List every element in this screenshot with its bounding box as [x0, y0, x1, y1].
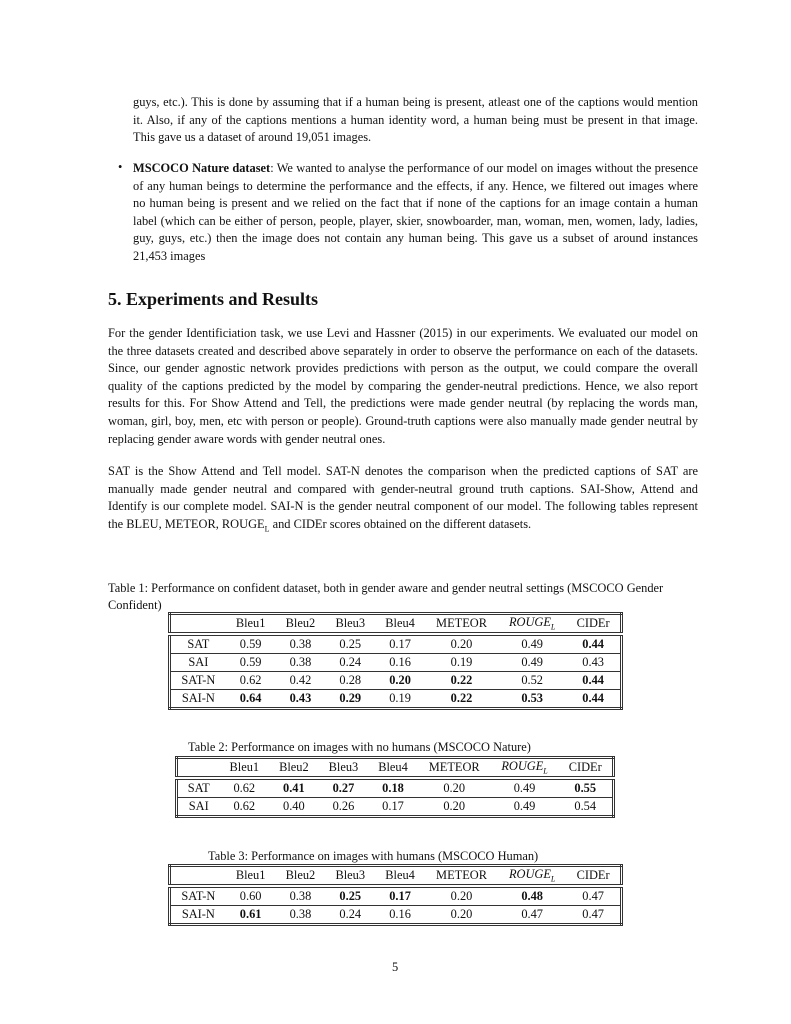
table-cell: 0.29 [339, 691, 362, 705]
paragraph-2 [108, 463, 698, 538]
column-header: METEOR [436, 616, 487, 630]
table-row [170, 654, 622, 672]
section-heading: 5. Experiments and Results [108, 289, 319, 309]
table-cell: 0.26 [332, 799, 355, 813]
table-cell: 0.17 [389, 889, 411, 903]
bullet-nature-dataset [133, 160, 698, 266]
table-cell: 0.61 [239, 907, 262, 921]
table-cell: 0.38 [289, 907, 312, 921]
table-cell: 0.62 [239, 673, 262, 687]
table-cell: 0.38 [289, 637, 312, 651]
table-cell: 0.24 [339, 655, 362, 669]
table-cell: 0.42 [289, 673, 312, 687]
table-cell: 0.64 [239, 691, 262, 705]
table-cell: 0.25 [339, 637, 362, 651]
table-1-caption: Table 1: Performance on confident dataset, both in gender aware and gender neutral settings (MSCOCO Gender Confident) [108, 581, 664, 612]
column-header: Bleu2 [279, 760, 309, 774]
rouge-term [221, 516, 270, 534]
table-cell: 0.25 [339, 889, 362, 903]
table-cell: 0.22 [450, 691, 473, 705]
table-cell: 0.20 [450, 889, 473, 903]
table-2-caption: Table 2: Performance on images with no humans (MSCOCO Nature) [188, 740, 531, 754]
table-cell: 0.44 [582, 637, 604, 651]
table-cell: 0.20 [443, 799, 466, 813]
column-header: CIDEr [576, 868, 610, 882]
table-cell: 0.16 [389, 907, 411, 921]
row-label: SAI-N [181, 691, 215, 705]
table-cell: 0.27 [332, 781, 355, 795]
table-cell: 0.47 [521, 907, 543, 921]
table-cell: 0.47 [582, 907, 604, 921]
column-header: CIDEr [568, 760, 602, 774]
column-header: $ROUGE_L$ [508, 867, 556, 884]
row-label: SAI-N [181, 907, 215, 921]
table-cell: 0.20 [450, 907, 473, 921]
column-header: Bleu1 [235, 868, 266, 882]
rouge-sub: L [264, 524, 270, 534]
paragraph-1: For the gender Identificiation task, we use Levi and Hassner (2015) in our experiments. We evaluated our model on the three datasets created and described above separately in order to observe the performance on each of the datasets. Since, our gender agnostic network provides predictions with person as the output, we could compare the overall quality of the captions predicted by the model by comparing the gender-neutral predictions. Hence, we also report results for this. For Show Attend and Tell, the predictions were made gender neutral (by replacing the words man, woman, girl, boy, men, etc with person or people). Ground-truth captions were also manually made gender neutral by replacing gender aware words with gender neutral ones. [108, 326, 698, 446]
table-cell: 0.49 [513, 799, 536, 813]
column-header: Bleu4 [378, 760, 408, 774]
table-cell: 0.60 [239, 889, 262, 903]
rouge-text: ROUGE [221, 516, 265, 531]
intro-continuation: guys, etc.). This is done by assuming that if a human being is present, atleast one of the captions would mention it. Also, if any of the captions mentions a human identity word, a human being must be present in that image. This gave us a dataset of around 19,051 images. [133, 95, 698, 145]
table-header-row [177, 758, 614, 779]
table-cell: 0.43 [289, 691, 312, 705]
table-cell: 0.16 [389, 655, 411, 669]
column-header [177, 758, 220, 779]
row-label: SAT-N [181, 889, 216, 903]
table-cell: 0.55 [574, 781, 597, 795]
table-cell: 0.52 [521, 673, 543, 687]
table-row [170, 886, 622, 906]
table-cell: 0.28 [339, 673, 362, 687]
row-label: SAI [188, 655, 209, 669]
table-cell: 0.20 [450, 637, 473, 651]
table-cell: 0.17 [389, 637, 411, 651]
row-label: SAI [188, 799, 209, 813]
table-cell: 0.38 [289, 655, 312, 669]
column-header: Bleu2 [285, 868, 316, 882]
table-2 [175, 756, 615, 818]
column-header: Bleu1 [235, 616, 266, 630]
table-cell: 0.38 [289, 889, 312, 903]
bullet-marker: • [118, 160, 123, 174]
column-header: Bleu2 [285, 616, 316, 630]
table-cell: 0.49 [521, 637, 543, 651]
table-cell: 0.47 [582, 889, 604, 903]
table-cell: 0.49 [521, 655, 543, 669]
para2-before: SAT is the Show Attend and Tell model. SAT-N denotes the comparison when the predicted captions of SAT are manually made gender neutral and compared with gender-neutral ground truth captions. SAI-Show, Attend and Identify is our complete model. SAI-N is the gender neutral component of our model. The following tables represent the BLEU, METEOR, [108, 464, 698, 531]
row-label: SAT [187, 637, 210, 651]
table-cell: 0.62 [233, 799, 256, 813]
table-cell: 0.20 [443, 781, 466, 795]
table-cell: 0.43 [582, 655, 604, 669]
page-number: 5 [392, 960, 399, 974]
column-header [170, 866, 226, 887]
table-1 [168, 612, 623, 710]
column-header: Bleu3 [335, 868, 366, 882]
table-cell: 0.20 [389, 673, 411, 687]
table-row [170, 690, 622, 709]
table-3 [168, 864, 623, 926]
table-row [177, 778, 614, 798]
row-label: SAT [187, 781, 210, 795]
row-label: SAT-N [181, 673, 216, 687]
table-cell: 0.24 [339, 907, 362, 921]
table-cell: 0.44 [582, 691, 604, 705]
table-cell: 0.44 [582, 673, 604, 687]
column-header [170, 614, 226, 635]
table-cell: 0.53 [521, 691, 543, 705]
column-header: Bleu3 [328, 760, 359, 774]
table-header-row [170, 614, 622, 635]
table-cell: 0.49 [513, 781, 536, 795]
column-header: METEOR [428, 760, 480, 774]
column-header: Bleu3 [335, 616, 366, 630]
bullet-title: MSCOCO Nature dataset [133, 161, 271, 175]
column-header: $ROUGE_L$ [508, 615, 556, 632]
table-row [170, 672, 622, 690]
table-header-row [170, 866, 622, 887]
column-header: $ROUGE_L$ [501, 759, 548, 776]
table-row [170, 634, 622, 654]
column-header: METEOR [436, 868, 487, 882]
column-header: Bleu1 [229, 760, 260, 774]
table-cell: 0.40 [283, 799, 305, 813]
table-cell: 0.22 [450, 673, 473, 687]
table-cell: 0.62 [233, 781, 256, 795]
table-cell: 0.41 [283, 781, 305, 795]
column-header: CIDEr [576, 616, 610, 630]
table-row [170, 906, 622, 925]
table-cell: 0.17 [382, 799, 404, 813]
para2-after: and CIDEr scores obtained on the different datasets. [269, 516, 532, 531]
table-cell: 0.48 [521, 889, 543, 903]
column-header: Bleu4 [385, 868, 415, 882]
table-cell: 0.54 [574, 799, 597, 813]
table-cell: 0.18 [382, 781, 404, 795]
table-cell: 0.19 [389, 691, 411, 705]
bullet-text: : We wanted to analyse the performance of our model on images without the presence of any human beings to determine the performance and the effects, if any. Hence, we filtered out images where no human being is present and we relied on the fact that if none of the captions for an image contain a human label (which can be either of person, people, player, skier, snowboarder, man, woman, men, women, lady, ladies, guy, guys, etc.) then the image does not contain any human being. This gave us a subset of around instances 21,453 images [133, 161, 698, 263]
table-row [177, 798, 614, 817]
table-cell: 0.59 [239, 637, 262, 651]
table-3-caption: Table 3: Performance on images with humans (MSCOCO Human) [208, 849, 539, 863]
table-cell: 0.59 [239, 655, 262, 669]
table-cell: 0.19 [450, 655, 473, 669]
column-header: Bleu4 [385, 616, 415, 630]
